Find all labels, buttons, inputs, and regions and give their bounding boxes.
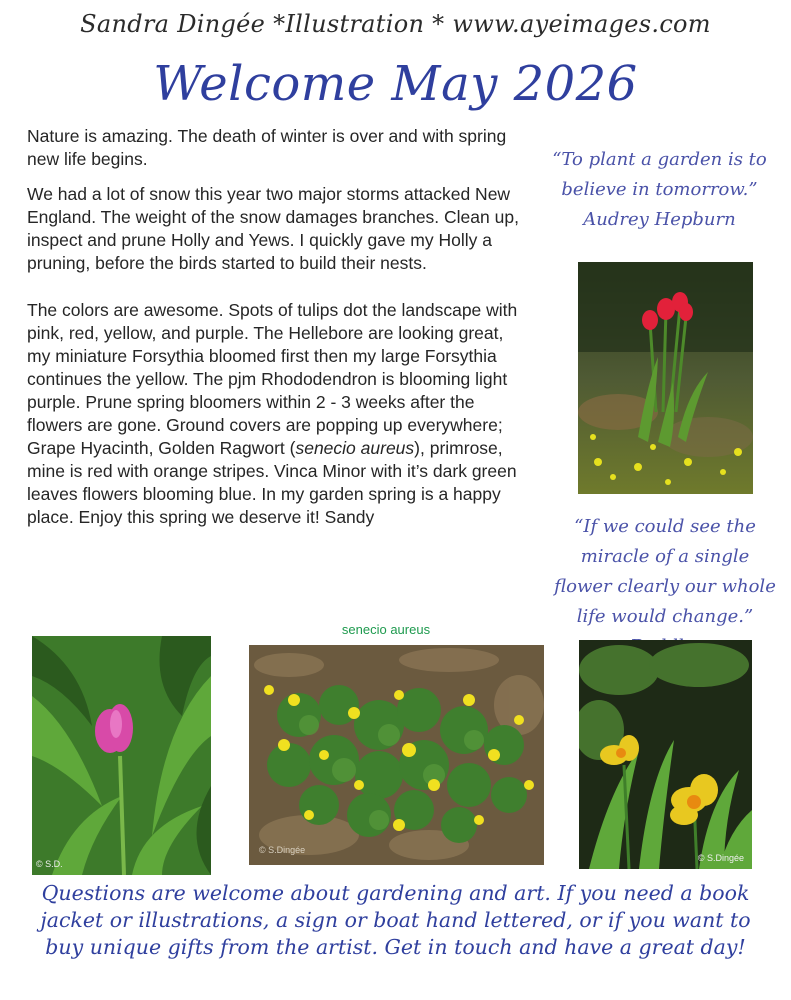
page-title: Welcome May 2026: [153, 56, 638, 112]
paragraph-snow: We had a lot of snow this year two major storms attacked New England. The weight of the snow damages branches. Clean up, inspect and prune Holly and Yews. I quickly gave my Holly a pruning, before the birds started to build their nests.: [27, 184, 519, 273]
paragraph-colors-part1: The colors are awesome. Spots of tulips dot the landscape with pink, red, yellow, and purple. The Hellebore are looking great, my miniature Forsythia bloomed first then my large Forsythia continues the yellow. The pjm Rhododendron is blooming light purple. Prune spring bloomers within 2 - 3 weeks after the flowers are gone. Ground covers are popping up everywhere; Grape Hyacinth, Golden Ragwort (: [27, 300, 518, 458]
footer-message: Questions are welcome about gardening and art. If you need a book jacket or illustrations, a sign or boat hand lettered, or if you want to buy unique gifts from the artist. Get in touch and have a great day!: [40, 881, 751, 959]
photo-daffodils: [579, 640, 752, 869]
watermark-left: © S.D.: [36, 859, 63, 869]
watermark-middle: © S.Dingée: [259, 845, 306, 855]
paragraph-colors-part2: ), primrose, mine is red with orange stripes. Vinca Minor with it’s dark green leaves flowers blooming blue. In my garden spring is a happy place. Enjoy this spring we deserve it! Sandy: [27, 438, 517, 527]
photo-caption: senecio aureus: [341, 622, 431, 637]
quote-hepburn: [552, 145, 767, 235]
photo-senecio-aureus: [249, 645, 544, 865]
watermark-right: © S.Dingée: [697, 853, 744, 863]
photo-pink-tulip: [32, 636, 211, 875]
paragraph-colors-italic: senecio aureus: [295, 438, 415, 458]
quote-buddha-text: “If we could see the miracle of a single flower clearly our whole life would change.”: [554, 516, 776, 627]
article-body: [27, 125, 527, 541]
quote-hepburn-author: Audrey Hepburn: [583, 209, 736, 230]
paragraph-intro: Nature is amazing. The death of winter is over and with spring new life begins.: [27, 126, 507, 169]
quote-hepburn-text: “To plant a garden is to believe in tomorrow.”: [552, 149, 767, 200]
photo-red-tulips: [578, 262, 753, 494]
paragraph-colors: [27, 299, 527, 529]
header-credit: Sandra Dingée *Illustration * www.ayeimages.com: [80, 10, 711, 38]
